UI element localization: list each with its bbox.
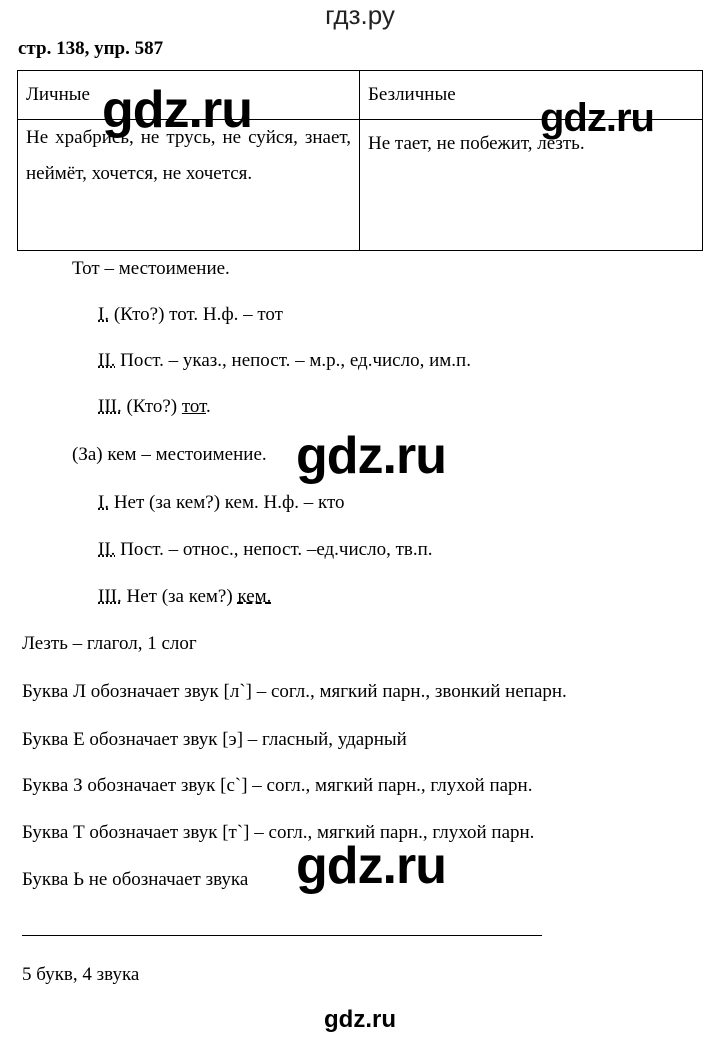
parse1-line3: III. (Кто?) тот. [98, 396, 211, 417]
parse2-title: (За) кем – местоимение. [72, 444, 267, 465]
parse2-line2: II. Пост. – относ., непост. –ед.число, тв.п. [98, 539, 433, 560]
table-header-impersonal: Безличные [360, 71, 703, 120]
parse2-line1: I. Нет (за кем?) кем. Н.ф. – кто [98, 492, 345, 513]
table-header-personal: Личные [18, 71, 360, 120]
watermark: gdz.ru [540, 96, 654, 140]
table-cell-impersonal: Не тает, не побежит, лезть. [360, 120, 703, 251]
phonetic-title: Лезть – глагол, 1 слог [22, 633, 197, 654]
phonetic-line: Буква Ь не обозначает звука [22, 869, 249, 890]
phonetic-line: Буква З обозначает звук [с`] – согл., мягкий парн., глухой парн. [22, 775, 533, 796]
watermark: gdz.ru [296, 427, 446, 485]
parse1-title: Тот – местоимение. [72, 258, 230, 279]
divider [22, 935, 542, 936]
summary: 5 букв, 4 звука [22, 964, 140, 985]
table-cell-personal: Не храбрись, не трусь, не суйся, знает, неймёт, хочется, не хочется. [18, 120, 360, 251]
phonetic-line: Буква Л обозначает звук [л`] – согл., мягкий парн., звонкий непарн. [22, 681, 567, 702]
phonetic-line: Буква Е обозначает звук [э] – гласный, ударный [22, 729, 407, 750]
exercise-heading: стр. 138, упр. 587 [18, 38, 164, 59]
footer-watermark: gdz.ru [324, 1006, 396, 1033]
watermark: gdz.ru [102, 81, 252, 139]
parse1-line2: II. Пост. – указ., непост. – м.р., ед.число, им.п. [98, 350, 471, 371]
phonetic-line: Буква Т обозначает звук [т`] – согл., мягкий парн., глухой парн. [22, 822, 535, 843]
parse2-line3: III. Нет (за кем?) кем. [98, 586, 272, 607]
watermark: gdz.ru [296, 837, 446, 895]
site-header: гдз.ру [325, 0, 395, 30]
parse1-line1: I. (Кто?) тот. Н.ф. – тот [98, 304, 283, 325]
